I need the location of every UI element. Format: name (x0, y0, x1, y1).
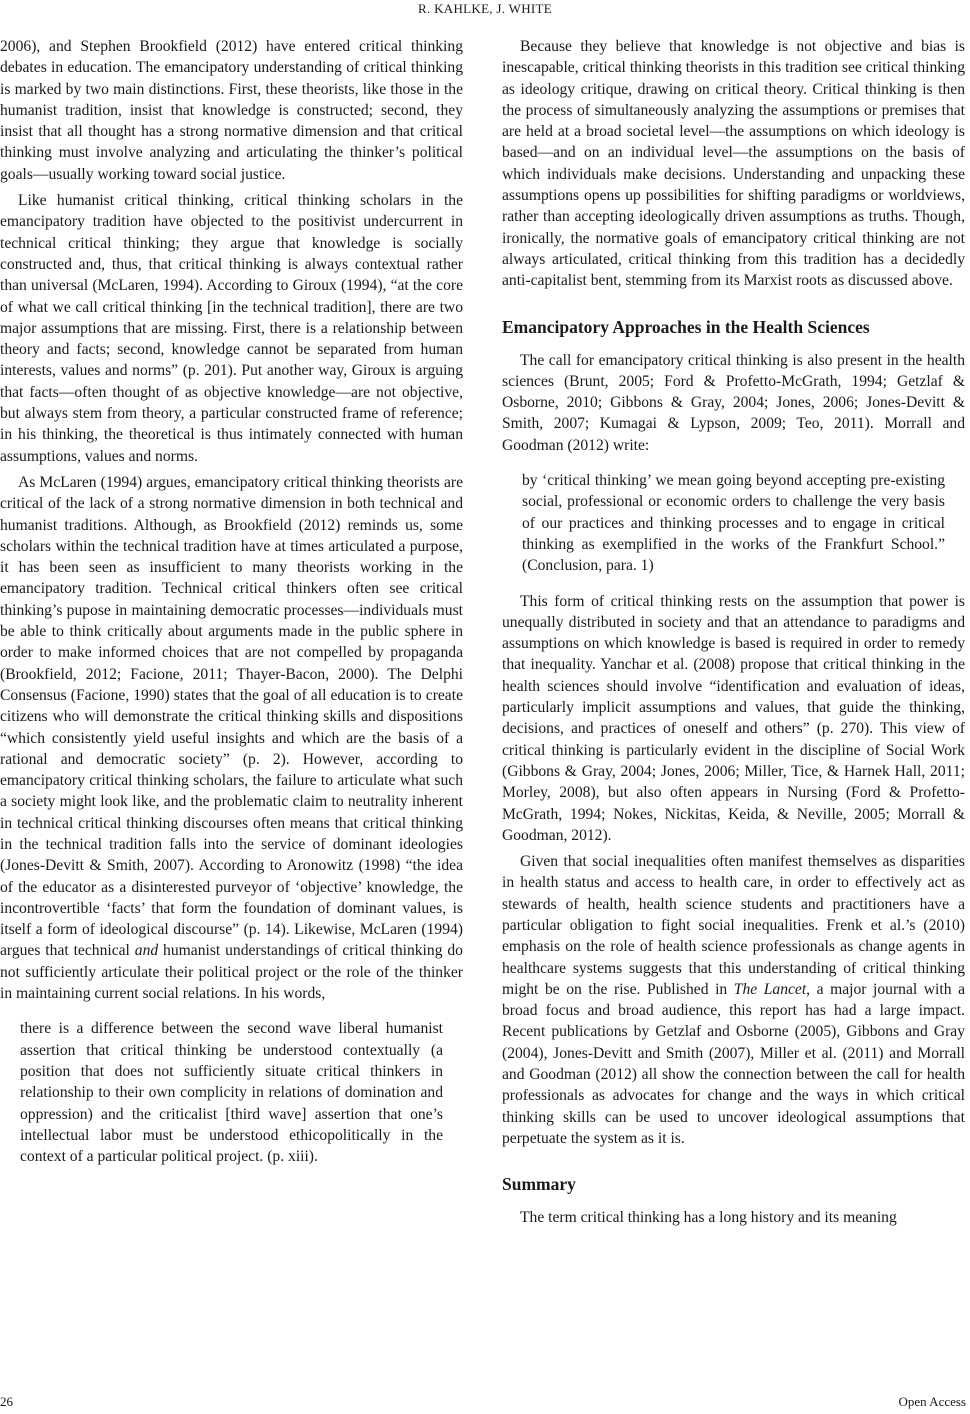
paragraph-text: humanist understandings of critical thinking do not sufficiently articulate their political project or the role of the thinker in maintaining current social relations. In his words, (0, 942, 463, 1003)
section-heading: Emancipatory Approaches in the Health Sciences (502, 316, 870, 337)
block-quote: by ‘critical thinking’ we mean going beyond accepting pre-existing social, professional or economic orders to challenge the very basis of our practices and thinking processes and to engage in critical thinking as exemplified in the works of the Frankfurt School.” (Conclusion, para. 1) (522, 472, 945, 575)
emphasis-text: and (134, 942, 159, 960)
paragraph: 2006), and Stephen Brookfield (2012) have entered critical thinking debates in education. The emancipatory understanding of critical thinking is marked by two main distinctions. First, these theorists, like those in the humanist tradition, insist that knowledge is constructed; second, they insist that all thought has a strong normative dimension and that critical thinking must involve analyzing and articulating the thinker’s political goals—usually working toward social justice. (0, 38, 463, 183)
paragraph (0, 472, 463, 1004)
page-number: 26 (0, 1394, 13, 1409)
paragraph-text: , a major journal with a broad focus and broad audience, this report has had a large impact. Recent publications by Getzlaf and Osborne (2005), Gibbons and Gray (2004), Jones-Devitt and Smith (2007), Miller et al. (2011) and Morrall and Goodman (2012) all show the connection between the call for health professionals as advocates for change and the ways in which critical thinking skills can be used to uncover ideological assumptions that perpetuate the system as it is. (502, 980, 965, 1147)
block-quote: there is a difference between the second wave liberal humanist assertion that critical thinking be understood contextually (a position that does not sufficiently situate critical thinkers in relationship to their own complicity in relations of domination and oppression) and the criticalist [third wave] assertion that one’s intellectual labor must be understood ethicopolitically in the context of a particular political project. (p. xiii). (20, 1020, 443, 1166)
paragraph-text: Given that social inequalities often manifest themselves as disparities in health status and access to health care, in order to effectively act as stewards of health, health science students and practitioners have a particular obligation to fight social inequalities. Frenk et al.’s (2010) emphasis on the role of health science professionals as change agents in healthcare systems suggests that this understanding of critical thinking might be on the rise. Published in (502, 853, 965, 998)
paragraph (502, 851, 965, 1149)
paragraph: The call for emancipatory critical thinking is also present in the health sciences (Brunt, 2005; Ford & Profetto-McGrath, 1994; Getzlaf & Osborne, 2010; Gibbons & Gray, 2004; Jones, 2006; Jones-Devitt & Smith, 2007; Kumagai & Lypson, 2009; Teo, 2011). Morrall and Goodman (2012) write: (502, 351, 965, 454)
page-footer (0, 1392, 970, 1412)
left-column (0, 36, 463, 1181)
section-heading: Summary (502, 1174, 576, 1195)
running-head: R. KAHLKE, J. WHITE (418, 1, 552, 16)
paragraph-text: As McLaren (1994) argues, emancipatory critical thinking theorists are critical of the lack of a strong normative dimension in both technical and humanist traditions. Although, as Brookfield (2012) reminds us, some scholars within the technical tradition have at times articulated a purpose, it has been seen as insufficient to many theorists working in the emancipatory tradition. Technical critical thinkers often see critical thinking’s pupose in maintaining democratic processes—individuals must be able to think critically about arguments made in the public sphere in order to make informed choices that are not compelled by propaganda (Brookfield, 2012; Facione, 2011; Thayer-Bacon, 2000). The Delphi Consensus (Facione, 1990) states that the goal of all education is to create citizens who will demonstrate the critical thinking skills and dispositions “which consistently yield useful insights and which are the basis of a rational and democratic society” (p. 2). However, according to emancipatory critical thinking scholars, the failure to articulate what such a society might look like, and the problematic claim to neutrality inherent in technical critical thinking discourses often means that critical thinking in the technical tradition falls into the service of dominant ideologies (Jones-Devitt & Smith, 2007). According to Aronowitz (1998) “the idea of the educator as a disinterested purveyor of ‘objective’ knowledge, the incontrovertible ‘facts’ that form the foundation of dominant values, is itself a form of ideological discourse” (p. 14). Likewise, McLaren (1994) argues that technical (0, 473, 463, 960)
emphasis-text: The Lancet (733, 980, 807, 998)
paragraph: This form of critical thinking rests on the assumption that power is unequally distributed in society and that an attendance to paradigms and assumptions on which knowledge is based is required in order to remedy that inequality. Yanchar et al. (2008) propose that critical thinking in the health sciences should involve “identification and evaluation of ideas, particularly implicit assumptions and values, that guide the thinking, decisions, and practices of oneself and others” (p. 270). This view of critical thinking is particularly evident in the discipline of Social Work (Gibbons & Gray, 2004; Jones, 2006; Miller, Tice, & Harnek Hall, 2011; Morley, 2008), but also often appears in Nursing (Ford & Profetto-McGrath, 1994; Nokes, Nickitas, Keida, & Neville, 2005; Morrall & Goodman, 2012). (502, 592, 965, 844)
paragraph: The term critical thinking has a long history and its meaning (520, 1209, 897, 1227)
right-column (502, 36, 965, 1229)
publisher-label: Open Access (898, 1394, 966, 1409)
paragraph: Because they believe that knowledge is not objective and bias is inescapable, critical thinking theorists in this tradition see critical thinking as ideology critique, drawing on critical theory. Critical thinking is then the process of simultaneously analyzing the assumptions or premises that are held at a broad societal level—the assumptions on which ideology is based—and on an individual level—the assumptions on the basis of which individuals make decisions. Understanding and unpacking these assumptions opens up possibilities for shifting paradigms or worldviews, rather than accepting ideologically driven assumptions as truths. Though, ironically, the normative goals of emancipatory critical thinking are not always articulated, critical thinking from this tradition has a decidedly anti-capitalist bent, stemming from its Marxist roots as discussed above. (502, 38, 965, 290)
paragraph: Like humanist critical thinking, critical thinking scholars in the emancipatory tradition have objected to the positivist undercurrent in technical critical thinking; they argue that knowledge is socially constructed and, thus, that critical thinking is always contextual rather than universal (McLaren, 1994). According to Giroux (1994), “at the core of what we call critical thinking [in the technical tradition], there are two major assumptions that are missing. First, there is a relationship between theory and facts; second, knowledge cannot be separated from human interests, values and norms” (p. 201). Put another way, Giroux is arguing that facts—often thought of as objective knowledge—are not objective, but always stem from theory, a particular constructed frame of reference; in his thinking, the theoretical is thus intimately connected with human assumptions, values and norms. (0, 192, 463, 465)
